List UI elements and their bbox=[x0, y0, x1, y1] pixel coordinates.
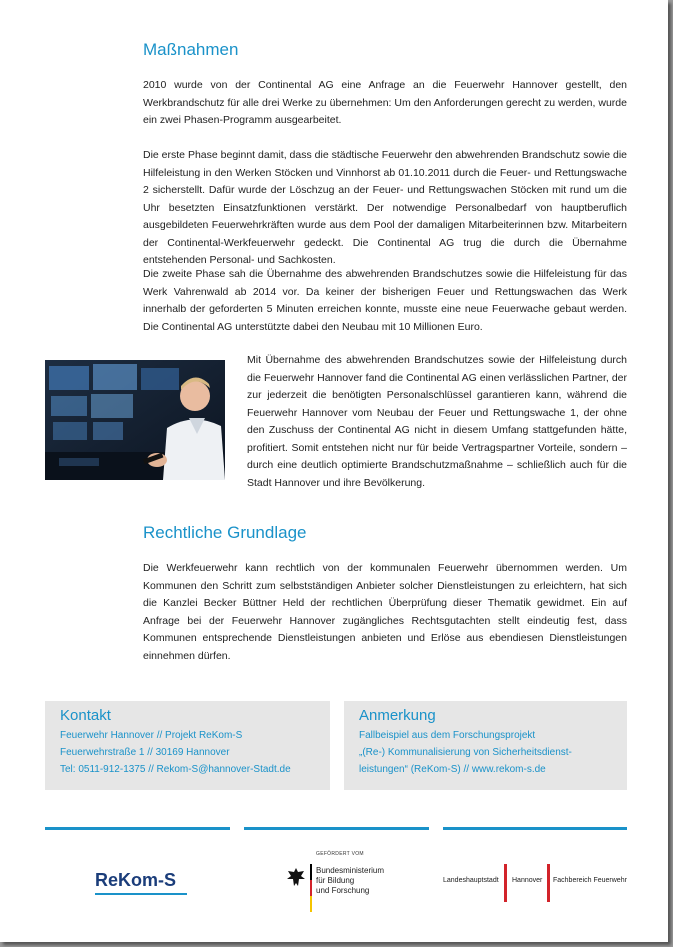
photo-operator-control-room bbox=[45, 360, 225, 480]
footer-divider-center bbox=[244, 827, 429, 830]
paragraph-massnahmen-3: Die zweite Phase sah die Übernahme des abwehrenden Brandschutzes sowie die Hilfeleistung für das Werk Vahrenwald ab 2014 vor. Da keiner der bisherigen Feuer und Rettungswachen das Werk innerhalb der geforderten 5 Minuten erreichen konnte, musste eine neue Feuerwache gebaut werden. Die Continental AG unterstützte dabei den Neubau mit 10 Millionen Euro. bbox=[143, 268, 627, 333]
paragraph-massnahmen-1: 2010 wurde von der Continental AG eine Anfrage an die Feuerwehr Hannover gestellt, den Werkbrandschutz für alle drei Werke zu übernehmen: Um den Anforderungen gerecht zu werden, wurde ein zwei Phasen-Programm ausgearbeitet. bbox=[143, 79, 627, 126]
bmbf-logo-text bbox=[316, 866, 384, 896]
bmbf-funded-label: GEFÖRDERT VOM bbox=[316, 851, 364, 857]
footer-divider-right bbox=[443, 827, 627, 830]
anmerkung-line: Fallbeispiel aus dem Forschungsprojekt bbox=[359, 730, 536, 741]
paragraph-rechtlich-1: Die Werkfeuerwehr kann rechtlich von der kommunalen Feuerwehr übernommen werden. Um Kommunen den Schritt zum selbstständigen Anbieter solcher Dienstleistungen zu erleichtern, hat sich die Kanzlei Becker Büttner Held der rechtlichen Überprüfung dieser Thematik gewidmet. Ein auf Anfrage bei der Feuerwehr Hannover zugängliches Rechtsgutachten stellt eindeutig fest, dass Kommunen entsprechende Dienstleistungen anbieten und Erlöse aus ebendiesen Dienstleistungen einnehmen dürfen. bbox=[143, 562, 627, 662]
paragraph-massnahmen-2: Die erste Phase beginnt damit, dass die städtische Feuerwehr den abwehrenden Brandschutz sowie die Hilfeleistung in den Werken Stöcken und Vinnhorst ab 01.10.2011 durch die Feuer- und Rettungswache 2 sicherstellt. Dafür wurde der Löschzug an der Feuer- und Rettungswachen Stöcken mit rund um die Uhr besetzten Einsatzfunktionen verstärkt. Der notwendige Personalbedarf von hauptberuflich ausgebildeten Feuerwehrkräften wurde aus dem Pool der damaligen Mitarbeiterinnen bzw. Mitarbeitern der Continental-Werkfeuerwehr gedeckt. Die Continental AG trug die durch die Übernahme entstehenden Personal- und Sachkosten. bbox=[143, 149, 627, 266]
section-title-massnahmen: Maßnahmen bbox=[143, 40, 239, 59]
rekom-logo-underline bbox=[95, 893, 187, 895]
kontakt-title: Kontakt bbox=[60, 707, 111, 724]
section-title-rechtlich: Rechtliche Grundlage bbox=[143, 523, 307, 542]
kontakt-line: Tel: 0511-912-1375 // Rekom-S@hannover-Stadt.de bbox=[60, 764, 291, 775]
anmerkung-line: leistungen“ (ReKom-S) // www.rekom-s.de bbox=[359, 764, 546, 775]
hannover-logo-landeshauptstadt: Landeshauptstadt bbox=[443, 877, 499, 884]
rekom-logo: ReKom-S bbox=[95, 870, 177, 890]
anmerkung-box bbox=[344, 701, 627, 790]
bmbf-line: Bundesministerium bbox=[316, 866, 385, 875]
hannover-logo-mark bbox=[504, 864, 507, 902]
kontakt-box bbox=[45, 701, 330, 790]
footer-divider-left bbox=[45, 827, 230, 830]
bmbf-line: für Bildung bbox=[316, 876, 355, 885]
anmerkung-line: „(Re-) Kommunalisierung von Sicherheitsdienst- bbox=[359, 747, 572, 758]
photo-illustration bbox=[45, 360, 225, 480]
german-flag-stripe bbox=[310, 864, 312, 912]
kontakt-line: Feuerwehrstraße 1 // 30169 Hannover bbox=[60, 747, 230, 758]
bmbf-line: und Forschung bbox=[316, 886, 370, 895]
hannover-logo-mark bbox=[547, 864, 550, 902]
kontakt-line: Feuerwehr Hannover // Projekt ReKom-S bbox=[60, 730, 243, 741]
federal-eagle-icon bbox=[286, 866, 306, 890]
paragraph-massnahmen-4: Mit Übernahme des abwehrenden Brandschutzes sowie der Hilfeleistung durch die Feuerwehr Hannover fand die Continental AG einen verlässlichen Partner, der zur jederzeit die benötigten Personalschlüssel garantieren kann, während die Feuerwehr Hannover vom Neubau der Feuer und Rettungswache 1, der ohne den Zuschuss der Continental AG nicht in diesem Umfang stattgefunden hätte, profitiert. Somit entstehen nicht nur für beide Vertragspartner Vorteile, sondern – durch eine deutlich optimierte Brandschutzmaßnahme – schließlich auch für die Stadt Hannover und ihre Bevölkerung. bbox=[247, 354, 627, 489]
hannover-logo-city: Hannover bbox=[512, 877, 543, 884]
anmerkung-title: Anmerkung bbox=[359, 707, 436, 724]
hannover-logo-department: Fachbereich Feuerwehr bbox=[553, 877, 627, 884]
